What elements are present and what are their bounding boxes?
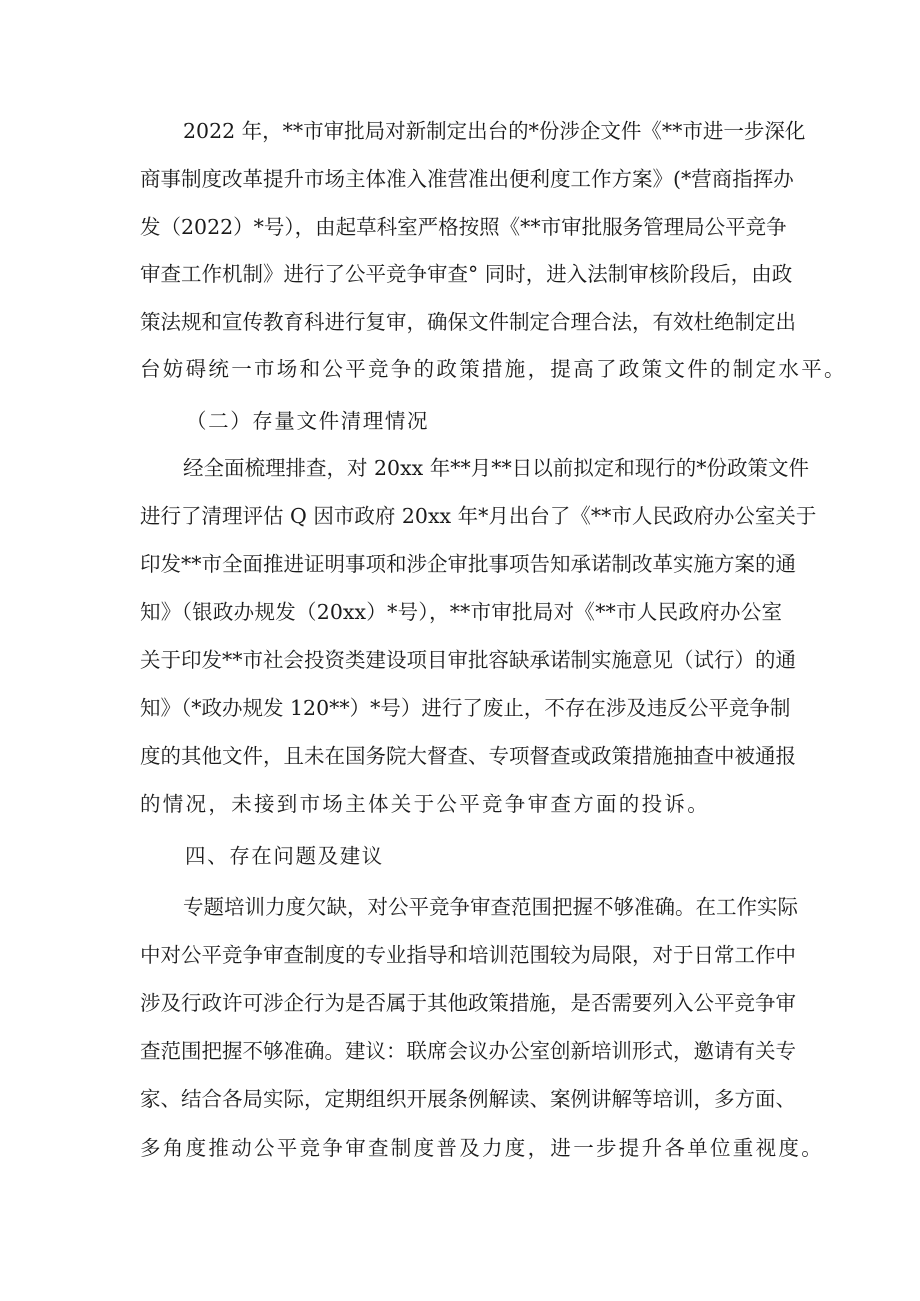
paragraph-line: 关于印发**市社会投资类建设项目审批容缺承诺制实施意见（试行）的通 xyxy=(140,648,796,672)
paragraph-line: 经全面梳理排查，对 20xx 年**月**日以前拟定和现行的*份政策文件 xyxy=(183,456,809,480)
paragraph-line: 印发**市全面推进证明事项和涉企审批事项告知承诺制改革实施方案的通 xyxy=(140,552,796,576)
paragraph-line: 家、结合各局实际，定期组织开展条例解读、案例讲解等培训，多方面、 xyxy=(140,1087,796,1111)
paragraph-line: 专题培训力度欠缺，对公平竞争审查范围把握不够准确。在工作实际 xyxy=(183,895,798,919)
section-heading-problems-suggestions: 四、存在问题及建议 xyxy=(185,844,384,868)
paragraph-line: 台妨碍统一市场和公平竞争的政策措施，提高了政策文件的制定水平。 xyxy=(140,357,847,381)
paragraph-line: 商事制度改革提升市场主体准入准营准出便利度工作方案》(*营商指挥办 xyxy=(140,167,794,191)
paragraph-line: 的情况，未接到市场主体关于公平竞争审查方面的投诉。 xyxy=(140,792,710,816)
paragraph-line: 2022 年，**市审批局对新制定出台的*份涉企文件《**市进一步深化 xyxy=(183,119,806,143)
paragraph-line: 涉及行政许可涉企行为是否属于其他政策措施，是否需要列入公平竞争审 xyxy=(140,991,796,1015)
paragraph-line: 度的其他文件，且未在国务院大督查、专项督查或政策措施抽查中被通报 xyxy=(140,744,796,768)
paragraph-line: 多角度推动公平竞争审查制度普及力度，进一步提升各单位重视度。 xyxy=(140,1136,824,1160)
paragraph-line: 策法规和宣传教育科进行复审，确保文件制定合理合法，有效杜绝制定出 xyxy=(140,310,796,334)
section-heading-existing-documents: （二）存量文件清理情况 xyxy=(186,409,430,433)
paragraph-line: 进行了清理评估 Q 因市政府 20xx 年*月出台了《**市人民政府办公室关于 xyxy=(140,504,817,528)
paragraph-line: 查范围把握不够准确。建议：联席会议办公室创新培训形式，邀请有关专 xyxy=(140,1039,796,1063)
paragraph-line: 中对公平竞争审查制度的专业指导和培训范围较为局限，对于日常工作中 xyxy=(140,943,796,967)
paragraph-line: 发（2022）*号），由起草科室严格按照《**市审批服务管理局公平竞争 xyxy=(140,215,787,239)
paragraph-line: 审查工作机制》进行了公平竞争审查° 同时，进入法制审核阶段后，由政 xyxy=(140,262,793,286)
paragraph-line: 知》（*政办规发 120**）*号）进行了废止，不存在涉及违反公平竞争制 xyxy=(140,696,791,720)
paragraph-line: 知》（银政办规发（20xx）*号），**市审批局对《**市人民政府办公室 xyxy=(140,600,782,624)
